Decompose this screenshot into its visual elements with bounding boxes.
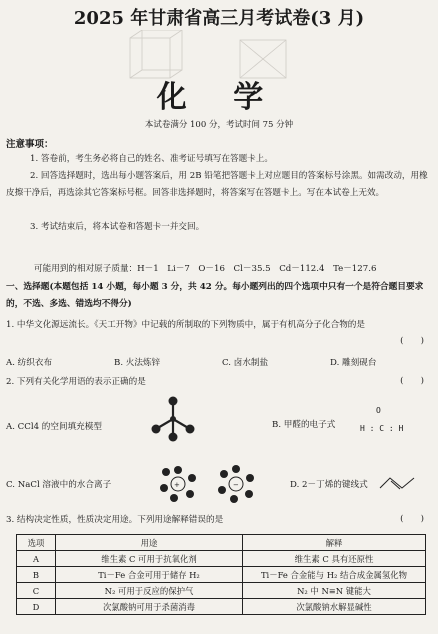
table-header-use: 用途 <box>56 535 243 551</box>
table-cell-explanation: N₂ 中 N≡N 键能大 <box>243 583 426 599</box>
notice-heading: 注意事项： <box>6 139 54 150</box>
question-2-option-d: D. 2－丁烯的键线式 <box>290 480 368 490</box>
question-2-option-b: B. 甲醛的电子式 <box>272 420 336 430</box>
table-cell-explanation: 次氯酸钠水解显碱性 <box>243 599 426 615</box>
table-cell-option: A <box>17 551 56 567</box>
table-cell-use: 次氯酸钠可用于杀菌消毒 <box>56 599 243 615</box>
table-cell-option: C <box>17 583 56 599</box>
table-cell-use: Ti－Fe 合金可用于储存 H₂ <box>56 567 243 583</box>
svg-text:+: + <box>174 481 180 489</box>
table-row <box>17 583 426 599</box>
formaldehyde-electron-formula: H : C : H <box>360 424 404 433</box>
2-butene-skeletal-formula <box>378 474 418 492</box>
question-1-answer-paren: ( ) <box>400 336 424 346</box>
question-2-stem: 2. 下列有关化学用语的表示正确的是 <box>6 377 146 387</box>
atomic-masses: 可能用到的相对原子质量：H－1 Li－7 O－16 Cl－35.5 Cd－112.4 Te－127.6 <box>34 264 377 274</box>
question-2-option-c: C. NaCl 溶液中的水合离子 <box>6 480 112 490</box>
question-1-option-a: A. 纺织衣布 <box>6 358 53 368</box>
exam-subject: 化 学 <box>156 80 282 115</box>
notice-item-2: 2. 回答选择题时，选出每小题答案后，用 2B 铅笔把答题卡上对应题目的答案标号涂黑。如需改动，用橡皮擦干净后，再选涂其它答案标号框。回答非选择题时，将答案写在答题卡上。写在本试卷上无效。 <box>6 171 428 198</box>
table-row <box>17 567 426 583</box>
ccl4-space-filling-model <box>150 396 196 442</box>
section-heading: 一、选择题(本题包括 14 小题，每小题 3 分，共 42 分。每小题列出的四个选项中只有一个是符合题目要求的，不选、多选、错选均不得分) <box>6 282 424 309</box>
table-row <box>17 599 426 615</box>
question-3-table <box>16 534 426 615</box>
table-cell-use: 维生素 C 可用于抗氧化剂 <box>56 551 243 567</box>
table-header-explanation: 解释 <box>243 535 426 551</box>
question-1-option-d: D. 雕刻砚台 <box>330 358 377 368</box>
question-3-stem: 3. 结构决定性质，性质决定用途。下列用途解释错误的是 <box>6 515 224 525</box>
notice-item-3: 3. 考试结束后，将本试卷和答题卡一并交回。 <box>30 222 205 232</box>
svg-text:−: − <box>233 481 239 489</box>
question-3-answer-paren: ( ) <box>400 514 424 524</box>
question-1-option-b: B. 火法炼锌 <box>114 358 161 368</box>
notice-item-1: 1. 答卷前，考生务必将自己的姓名、准考证号填写在答题卡上。 <box>30 154 273 164</box>
question-2-answer-paren: ( ) <box>400 376 424 386</box>
table-cell-option: D <box>17 599 56 615</box>
table-cell-explanation: Ti－Fe 合金能与 H₂ 结合成金属氢化物 <box>243 567 426 583</box>
exam-title: 2025 年甘肃省高三月考试卷(3 月) <box>73 8 365 29</box>
table-header-option: 选项 <box>17 535 56 551</box>
table-cell-option: B <box>17 567 56 583</box>
table-cell-use: N₂ 可用于反应的保护气 <box>56 583 243 599</box>
table-row <box>17 551 426 567</box>
question-1-stem: 1. 中华文化源远流长。《天工开物》中记载的所制取的下列物质中，属于有机高分子化合物的是 <box>6 320 365 330</box>
question-2-option-a: A. CCl4 的空间填充模型 <box>6 422 102 432</box>
hydrated-ions-diagram <box>150 456 265 512</box>
table-header-row <box>17 535 426 551</box>
formaldehyde-electron-formula-top: O <box>376 406 381 415</box>
exam-info: 本试卷满分 100 分，考试时间 75 分钟 <box>144 120 294 130</box>
question-1-option-c: C. 卤水制盐 <box>222 358 269 368</box>
table-cell-explanation: 维生素 C 具有还原性 <box>243 551 426 567</box>
